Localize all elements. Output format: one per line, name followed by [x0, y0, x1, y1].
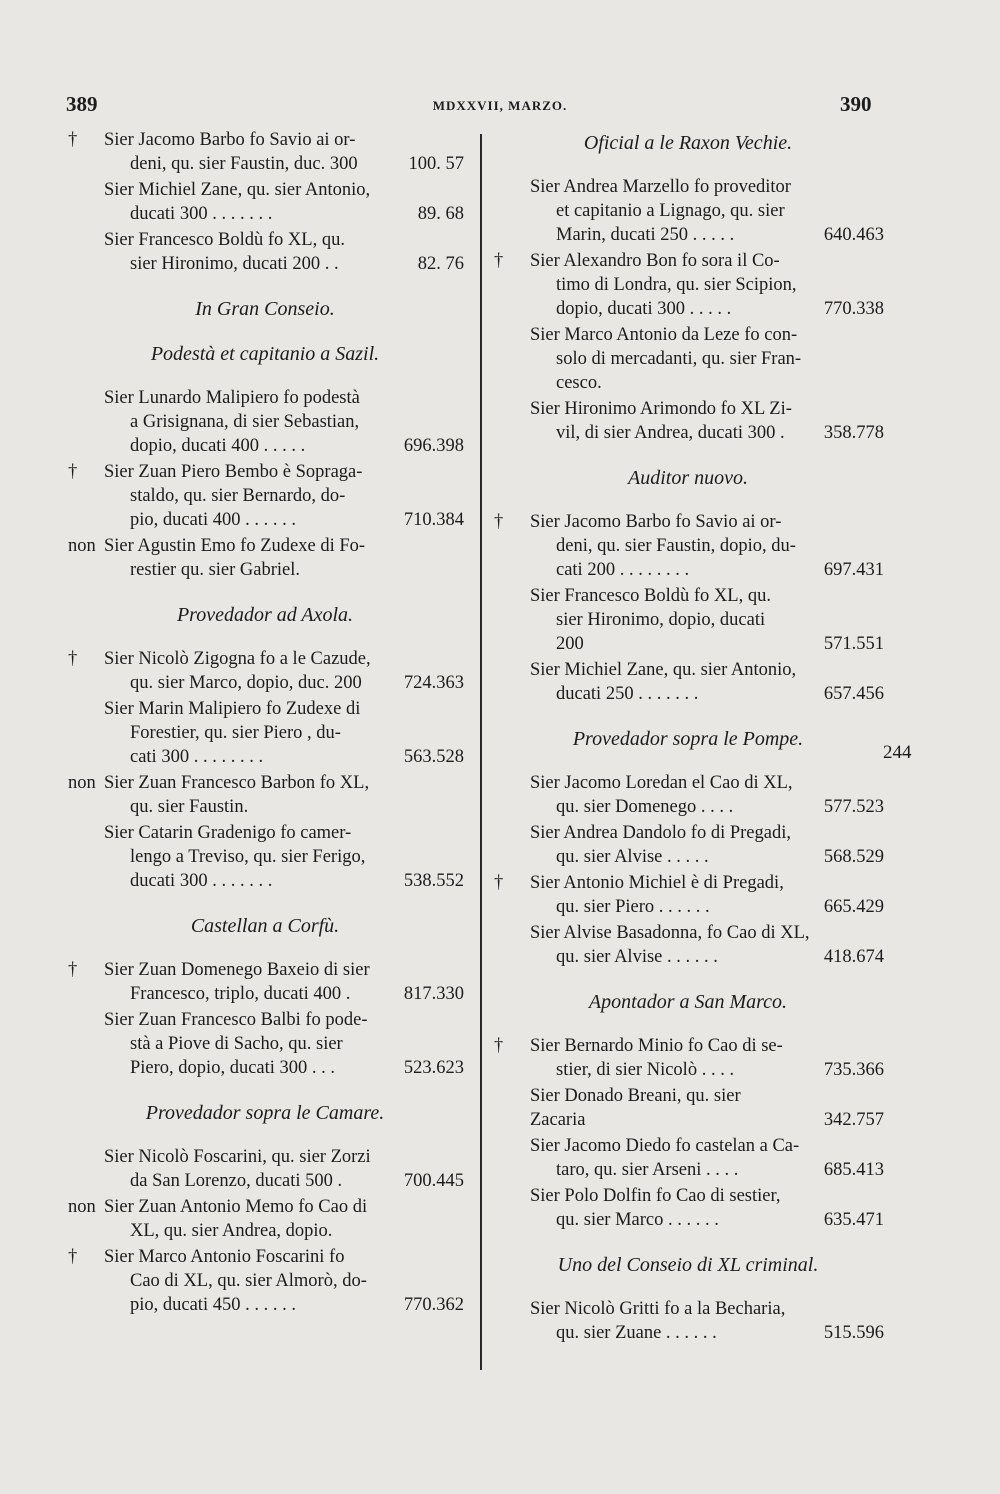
- entry-mark: †: [494, 1036, 504, 1056]
- entry: [66, 128, 464, 176]
- entry-line: cati 300 . . . . . . . .: [130, 747, 264, 767]
- entry-line: sier Hironimo, dopio, ducati 200: [556, 610, 766, 654]
- entry-line: Francesco, triplo, ducati 400 .: [130, 984, 351, 1004]
- section-heading: Apontador a San Marco.: [588, 991, 788, 1013]
- entry-line: taro, qu. sier Arseni . . . .: [556, 1160, 739, 1180]
- entry-line: Sier Jacomo Diedo fo castelan a Ca-: [530, 1136, 800, 1156]
- entry-mark: †: [68, 462, 78, 482]
- entry: [492, 397, 884, 445]
- entry: [492, 249, 884, 321]
- entry-line: stier, di sier Nicolò . . . .: [556, 1060, 735, 1080]
- entry: [492, 323, 884, 395]
- column-divider: [480, 134, 482, 1370]
- entry-line: a Grisignana, di sier Sebastian,: [130, 412, 360, 432]
- entry-line: Sier Marin Malipiero fo Zudexe di: [104, 699, 361, 719]
- entry-line: Piero, dopio, ducati 300 . . .: [130, 1058, 336, 1078]
- entry-line: Sier Zuan Francesco Barbon fo XL,: [104, 773, 370, 793]
- entry-line: staldo, qu. sier Bernardo, do-: [130, 486, 346, 506]
- entry-line: dopio, ducati 400 . . . . .: [130, 436, 306, 456]
- entry: [492, 584, 884, 656]
- entry-line: Sier Zuan Antonio Memo fo Cao di: [104, 1197, 368, 1217]
- section-heading: In Gran Conseio.: [195, 298, 335, 320]
- entry-line: Sier Michiel Zane, qu. sier Antonio,: [104, 180, 371, 200]
- entry-value: 700.445: [403, 1171, 464, 1191]
- entry-line: qu. sier Faustin.: [130, 797, 249, 817]
- entry-line: Marin, ducati 250 . . . . .: [556, 225, 735, 245]
- margin-note: 244: [883, 742, 912, 763]
- entry-line: Sier Catarin Gradenigo fo camer-: [104, 823, 352, 843]
- entry: [66, 228, 464, 276]
- entry-value: 665.429: [823, 897, 884, 917]
- entry: [492, 1084, 884, 1132]
- entry-line: solo di mercadanti, qu. sier Fran-: [556, 349, 802, 369]
- entry-line: Sier Jacomo Loredan el Cao di XL,: [530, 773, 793, 793]
- entry-line: Sier Hironimo Arimondo fo XL Zi-: [530, 399, 792, 419]
- entry-value: 685.413: [823, 1160, 884, 1180]
- entry-value: 515.596: [823, 1323, 884, 1343]
- entry: [66, 1245, 464, 1317]
- entry-value: 710.384: [403, 510, 464, 530]
- entry-line: ducati 250 . . . . . . .: [556, 684, 699, 704]
- entry-line: Sier Francesco Boldù fo XL, qu.: [104, 230, 345, 250]
- entry-line: lengo a Treviso, qu. sier Ferigo,: [130, 847, 366, 867]
- entry-mark: †: [68, 649, 78, 669]
- entry-line: Sier Francesco Boldù fo XL, qu.: [530, 586, 771, 606]
- entry-value: 342.757: [823, 1110, 884, 1130]
- section-heading: Provedador sopra le Camare.: [145, 1102, 385, 1124]
- entry-line: cati 200 . . . . . . . .: [556, 560, 690, 580]
- entry: [66, 821, 464, 893]
- entry-line: Sier Marco Antonio Foscarini fo: [104, 1247, 345, 1267]
- right-column: [492, 128, 884, 1347]
- entry-mark: non: [68, 1197, 96, 1217]
- entry: [66, 1145, 464, 1193]
- entry-line: dopio, ducati 300 . . . . .: [556, 299, 732, 319]
- entry-line: stà a Piove di Sacho, qu. sier: [130, 1034, 343, 1054]
- entry-value: 640.463: [823, 225, 884, 245]
- entry: [492, 175, 884, 247]
- entry-line: qu. sier Marco, dopio, duc. 200: [130, 673, 362, 693]
- entry: [66, 697, 464, 769]
- section-heading: Oficial a le Raxon Vechie.: [583, 132, 793, 154]
- entry-mark: †: [68, 960, 78, 980]
- entry: [492, 921, 884, 969]
- entry: [492, 771, 884, 819]
- entry: [66, 534, 464, 582]
- entry-line: Sier Bernardo Minio fo Cao di se-: [530, 1036, 783, 1056]
- entry-value: 82. 76: [417, 254, 464, 274]
- entry-line: Sier Agustin Emo fo Zudexe di Fo-: [104, 536, 366, 556]
- left-page-number: 389: [66, 92, 98, 116]
- section-heading: Provedador sopra le Pompe.: [572, 728, 804, 750]
- entry-line: Sier Nicolò Zigogna fo a le Cazude,: [104, 649, 371, 669]
- entry-line: Sier Lunardo Malipiero fo podestà: [104, 388, 360, 408]
- entry: [66, 178, 464, 226]
- entry-value: 571.551: [823, 634, 884, 654]
- entry-line: Sier Andrea Marzello fo proveditor: [530, 177, 791, 197]
- entry-line: Sier Antonio Michiel è di Pregadi,: [530, 873, 784, 893]
- section-heading: Uno del Conseio di XL criminal.: [557, 1254, 819, 1276]
- entry-value: 770.362: [403, 1295, 464, 1315]
- entry-line: qu. sier Alvise . . . . . .: [556, 947, 718, 967]
- entry-line: Sier Zuan Francesco Balbi fo pode-: [104, 1010, 368, 1030]
- entry-line: Sier Michiel Zane, qu. sier Antonio,: [530, 660, 797, 680]
- section-heading: Castellan a Corfù.: [190, 915, 340, 937]
- entry-line: pio, ducati 400 . . . . . .: [130, 510, 296, 530]
- entry-line: vil, di sier Andrea, ducati 300 .: [556, 423, 785, 443]
- entry: [66, 958, 464, 1006]
- entry: [66, 1195, 464, 1243]
- entry-value: 657.456: [823, 684, 884, 704]
- entry: [66, 460, 464, 532]
- entry-line: Sier Polo Dolfin fo Cao di sestier,: [530, 1186, 781, 1206]
- entry-line: Sier Alvise Basadonna, fo Cao di XL,: [530, 923, 810, 943]
- entry-mark: †: [494, 873, 504, 893]
- entry-line: qu. sier Piero . . . . . .: [556, 897, 710, 917]
- entry-value: 635.471: [823, 1210, 884, 1230]
- entry-line: Sier Nicolò Gritti fo a la Becharia,: [530, 1299, 786, 1319]
- entry-line: deni, qu. sier Faustin, dopio, du-: [556, 536, 796, 556]
- entry-value: 697.431: [823, 560, 884, 580]
- entry: [492, 658, 884, 706]
- entry: [492, 871, 884, 919]
- entry-line: deni, qu. sier Faustin, duc. 300: [130, 154, 358, 174]
- entry-value: 724.363: [403, 673, 464, 693]
- entry-line: Sier Zuan Domenego Baxeio di sier: [104, 960, 370, 980]
- right-page-number: 390: [840, 92, 872, 116]
- section-heading: Auditor nuovo.: [628, 467, 748, 489]
- entry-line: Forestier, qu. sier Piero , du-: [130, 723, 341, 743]
- entry-line: qu. sier Domenego . . . .: [556, 797, 734, 817]
- entry: [66, 647, 464, 695]
- entry-line: qu. sier Zuane . . . . . .: [556, 1323, 717, 1343]
- running-header: MDXXVII, MARZO.: [432, 98, 568, 113]
- entry-value: 735.366: [823, 1060, 884, 1080]
- entry-line: sier Hironimo, ducati 200 . .: [130, 254, 339, 274]
- entry-line: Sier Nicolò Foscarini, qu. sier Zorzi: [104, 1147, 371, 1167]
- entry-line: cesco.: [556, 373, 602, 393]
- entry: [492, 1034, 884, 1082]
- entry-value: 577.523: [823, 797, 884, 817]
- section-heading: Provedador ad Axola.: [176, 604, 354, 626]
- entry-line: XL, qu. sier Andrea, dopio.: [130, 1221, 333, 1241]
- entry: [492, 821, 884, 869]
- entry-mark: †: [494, 251, 504, 271]
- entry-line: Sier Zuan Piero Bembo è Sopraga-: [104, 462, 363, 482]
- entry-value: 568.529: [823, 847, 884, 867]
- entry-line: Sier Alexandro Bon fo sora il Co-: [530, 251, 780, 271]
- entry-line: ducati 300 . . . . . . .: [130, 204, 273, 224]
- entry: [66, 1008, 464, 1080]
- entry-value: 523.623: [403, 1058, 464, 1078]
- entry-line: Sier Andrea Dandolo fo di Pregadi,: [530, 823, 791, 843]
- entry-line: Sier Jacomo Barbo fo Savio ai or-: [530, 512, 782, 532]
- entry-line: restier qu. sier Gabriel.: [130, 560, 301, 580]
- entry-line: qu. sier Alvise . . . . .: [556, 847, 709, 867]
- entry-mark: †: [68, 1247, 78, 1267]
- left-column: [66, 128, 464, 1319]
- entry-line: Sier Jacomo Barbo fo Savio ai or-: [104, 130, 356, 150]
- section-heading: Podestà et capitanio a Sazil.: [150, 343, 380, 365]
- entry-value: 418.674: [823, 947, 884, 967]
- entry: [66, 386, 464, 458]
- entry-value: 563.528: [403, 747, 464, 767]
- entry-value: 770.338: [823, 299, 884, 319]
- entry-line: Cao di XL, qu. sier Almorò, do-: [130, 1271, 367, 1291]
- entry-value: 100. 57: [408, 154, 464, 174]
- entry: [492, 1134, 884, 1182]
- entry-line: qu. sier Marco . . . . . .: [556, 1210, 719, 1230]
- entry-line: Sier Marco Antonio da Leze fo con-: [530, 325, 798, 345]
- entry-mark: †: [494, 512, 504, 532]
- entry-line: ducati 300 . . . . . . .: [130, 871, 273, 891]
- entry-line: timo di Londra, qu. sier Scipion,: [556, 275, 797, 295]
- entry-value: 89. 68: [417, 204, 464, 224]
- entry-value: 696.398: [403, 436, 464, 456]
- entry-value: 358.778: [823, 423, 884, 443]
- entry-mark: non: [68, 773, 96, 793]
- entry: [66, 771, 464, 819]
- entry-line: pio, ducati 450 . . . . . .: [130, 1295, 296, 1315]
- entry: [492, 1297, 884, 1345]
- entry: [492, 1184, 884, 1232]
- entry-value: 538.552: [403, 871, 464, 891]
- entry-line: da San Lorenzo, ducati 500 .: [130, 1171, 343, 1191]
- entry-mark: †: [68, 130, 78, 150]
- entry-line: et capitanio a Lignago, qu. sier: [556, 201, 785, 221]
- entry-line: Sier Donado Breani, qu. sier Zacaria: [530, 1086, 741, 1130]
- entry-value: 817.330: [403, 984, 464, 1004]
- entry-mark: non: [68, 536, 96, 556]
- entry: [492, 510, 884, 582]
